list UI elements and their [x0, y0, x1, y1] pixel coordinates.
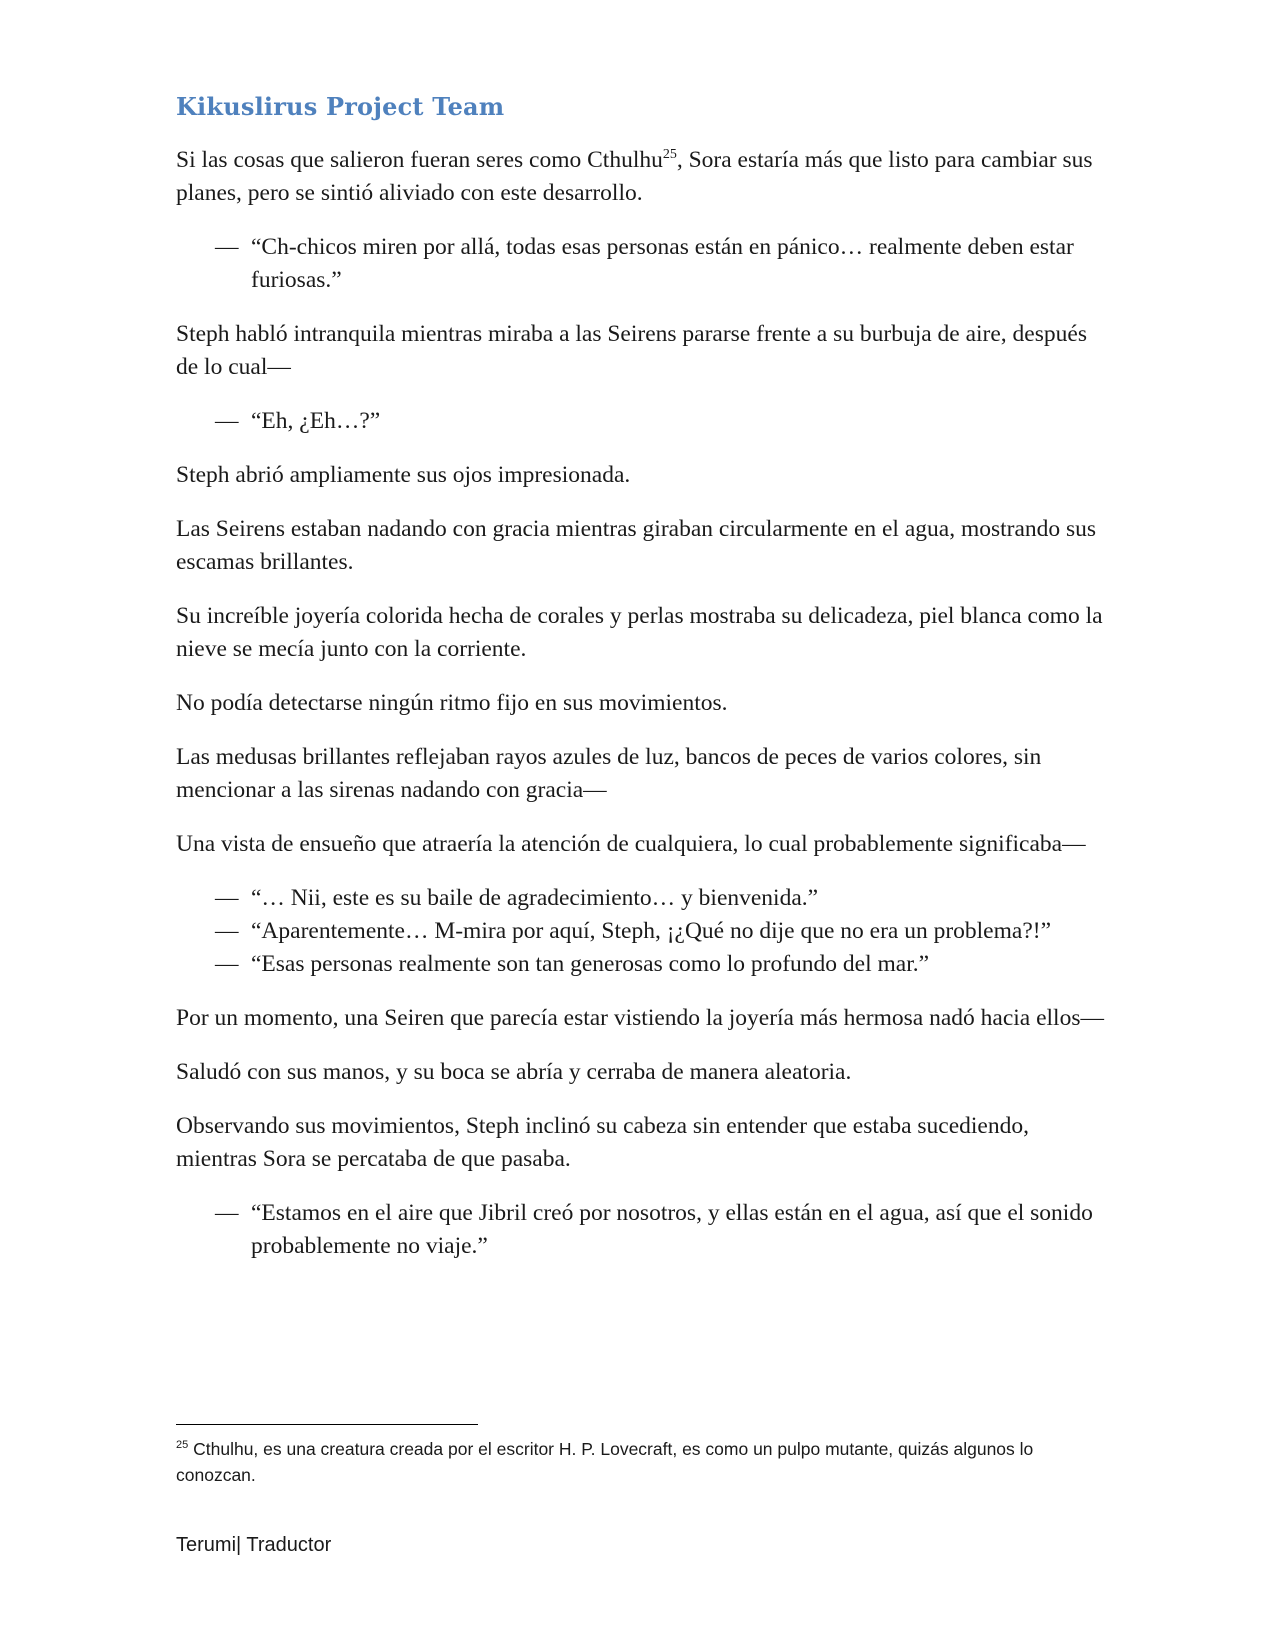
dialogue-text: “Eh, ¿Eh…?”	[251, 408, 381, 434]
dash-bullet: —	[215, 951, 239, 977]
dialogue-list	[176, 231, 1106, 297]
dialogue-line	[176, 231, 1106, 297]
dash-bullet: —	[215, 918, 239, 944]
dash-bullet: —	[215, 234, 239, 260]
paragraph-text: Si las cosas que salieron fueran seres como Cthulhu	[176, 147, 663, 173]
dialogue-text: “Estamos en el aire que Jibril creó por nosotros, y ellas están en el agua, así que el sonido probablemente no viaje.”	[251, 1200, 1093, 1259]
paragraph-text: , Sora estaría más que listo para cambiar sus planes, pero se sintió aliviado con este desarrollo.	[176, 147, 1093, 206]
paragraph: Saludó con sus manos, y su boca se abría y cerraba de manera aleatoria.	[176, 1059, 852, 1085]
dash-bullet: —	[215, 1200, 239, 1226]
dialogue-line	[176, 948, 1106, 981]
body-text	[176, 144, 1106, 1284]
page-footer: Terumi| Traductor	[176, 1534, 332, 1556]
paragraph: No podía detectarse ningún ritmo fijo en sus movimientos.	[176, 690, 728, 716]
paragraph: Observando sus movimientos, Steph inclinó su cabeza sin entender que estaba sucediendo, mientras Sora se percataba de que pasaba.	[176, 1113, 1029, 1172]
dialogue-text: “… Nii, este es su baile de agradecimiento… y bienvenida.”	[251, 885, 819, 911]
dialogue-line	[176, 1197, 1106, 1263]
footnote-reference[interactable]: 25	[662, 147, 677, 163]
dialogue-list	[176, 882, 1106, 981]
paragraph: Steph habló intranquila mientras miraba a las Seirens pararse frente a su burbuja de aire, después de lo cual—	[176, 321, 1087, 380]
dialogue-text: “Aparentemente… M-mira por aquí, Steph, ¡¿Qué no dije que no era un problema?!”	[251, 918, 1052, 944]
paragraph	[176, 144, 1106, 210]
footnote	[176, 1436, 1106, 1488]
dialogue-line	[176, 915, 1106, 948]
dialogue-line	[176, 882, 1106, 915]
footnote-number: 25	[176, 1439, 189, 1452]
header-title: Kikuslirus Project Team	[176, 92, 505, 121]
paragraph: Steph abrió ampliamente sus ojos impresionada.	[176, 462, 631, 488]
dash-bullet: —	[215, 885, 239, 911]
dash-bullet: —	[215, 408, 239, 434]
footnote-text: Cthulhu, es una creatura creada por el escritor H. P. Lovecraft, es como un pulpo mutante, quizás algunos lo conozcan.	[176, 1439, 1034, 1485]
dialogue-text: “Ch-chicos miren por allá, todas esas personas están en pánico… realmente deben estar furiosas.”	[251, 234, 1074, 293]
dialogue-line	[176, 405, 1106, 438]
paragraph: Las medusas brillantes reflejaban rayos azules de luz, bancos de peces de varios colores, sin mencionar a las sirenas nadando con gracia—	[176, 744, 1042, 803]
footnote-separator	[176, 1424, 478, 1425]
paragraph: Su increíble joyería colorida hecha de corales y perlas mostraba su delicadeza, piel blanca como la nieve se mecía junto con la corriente.	[176, 603, 1103, 662]
dialogue-text: “Esas personas realmente son tan generosas como lo profundo del mar.”	[251, 951, 930, 977]
paragraph: Una vista de ensueño que atraería la atención de cualquiera, lo cual probablemente significaba—	[176, 831, 1086, 857]
paragraph: Las Seirens estaban nadando con gracia mientras giraban circularmente en el agua, mostrando sus escamas brillantes.	[176, 516, 1097, 575]
paragraph: Por un momento, una Seiren que parecía estar vistiendo la joyería más hermosa nadó hacia ellos—	[176, 1005, 1104, 1031]
dialogue-list	[176, 405, 1106, 438]
dialogue-list	[176, 1197, 1106, 1263]
